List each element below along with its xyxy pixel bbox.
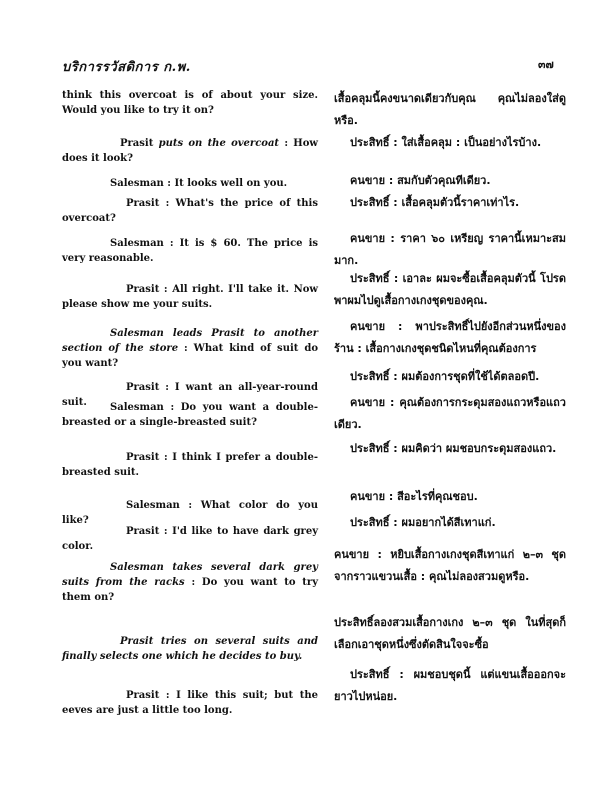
dialogue-text: : How does it look? xyxy=(62,138,318,164)
paragraph-th-14: ประสิทธิ์ลองสวมเสื้อกางเกง ๒–๓ ชุด ในที่สุดก็เลือกเอาชุดหนึ่งซึ่งตัดสินใจจะซื้อ xyxy=(334,616,566,651)
paragraph-en-1: think this overcoat is of about your size. Would you like to try it on? xyxy=(62,90,318,116)
paragraph-en-10: Prasit : I think I prefer a double-breasted suit. xyxy=(62,452,318,478)
paragraph-th-10: ประสิทธิ์ : ผมคิดว่า ผมชอบกระดุมสองแถว. xyxy=(350,442,557,455)
paragraph-en-15: Prasit : I like this suit; but the eeves are just a little too long. xyxy=(62,690,318,716)
paragraph-th-9: คนขาย : คุณต้องการกระดุมสองแถวหรือแถวเดียว. xyxy=(334,396,566,431)
paragraph-en-11: Salesman : What color do you like? xyxy=(62,500,318,526)
paragraph-th-1: เสื้อคลุมนี้คงขนาดเดียวกับคุณ คุณไม่ลองใส่ดูหรือ. xyxy=(334,92,566,127)
paragraph-en-14: Prasit tries on several suits and finally selects one which he decides to buy. xyxy=(62,636,318,662)
paragraph-en-6: Prasit : All right. I'll take it. Now please show me your suits. xyxy=(62,284,318,310)
paragraph-th-15: ประสิทธิ์ : ผมชอบชุดนี้ แต่แขนเสื้อออกจะยาวไปหน่อย. xyxy=(334,668,566,703)
paragraph-th-8: ประสิทธิ์ : ผมต้องการชุดที่ใช้ได้ตลอดปี. xyxy=(350,370,540,383)
paragraph-th-3: คนขาย : สมกับตัวคุณทีเดียว. xyxy=(350,174,491,187)
paragraph-en-2 xyxy=(62,136,318,166)
paragraph-en-9: Salesman : Do you want a double-breasted or a single-breasted suit? xyxy=(62,402,318,428)
stage-direction: puts on the overcoat xyxy=(158,138,280,149)
paragraph-th-6: ประสิทธิ์ : เอาละ ผมจะซื้อเสื้อคลุมตัวนี้ โปรดพาผมไปดูเสื้อกางเกงชุดของคุณ. xyxy=(334,272,566,307)
paragraph-en-13 xyxy=(62,560,318,605)
speaker-name: Prasit xyxy=(120,138,154,149)
dialogue-text: : What kind of suit do you want? xyxy=(62,343,318,369)
paragraph-en-12: Prasit : I'd like to have dark grey color. xyxy=(62,526,318,552)
paragraph-en-3: Salesman : It looks well on you. xyxy=(110,178,288,189)
page-number: ๓๗ xyxy=(538,58,554,71)
running-header-title: บริการรวัสดิการ ก.พ. xyxy=(62,60,191,75)
paragraph-th-12: ประสิทธิ์ : ผมอยากได้สีเทาแก่. xyxy=(350,516,496,529)
paragraph-en-4: Prasit : What's the price of this overcoat? xyxy=(62,198,318,224)
stage-direction: Salesman takes several dark grey suits from the racks xyxy=(62,562,318,588)
stage-direction: Salesman leads Prasit to another section of the store xyxy=(62,328,318,354)
dialogue-text: : Do you want to try them on? xyxy=(62,577,319,603)
paragraph-th-13: คนขาย : หยิบเสื้อกางเกงชุดสีเทาแก่ ๒–๓ ชุดจากราวแขวนเสื้อ : คุณไม่ลองสวมดูหรือ. xyxy=(334,548,566,583)
paragraph-th-7: คนขาย : พาประสิทธิ์ไปยังอีกส่วนหนึ่งของร้าน : เสื้อกางเกงชุดชนิดไหนที่คุณต้องการ xyxy=(334,320,566,355)
paragraph-th-2: ประสิทธิ์ : ใส่เสื้อคลุม : เป็นอย่างไรบ้าง. xyxy=(350,136,542,149)
paragraph-th-4: ประสิทธิ์ : เสื้อคลุมตัวนี้ราคาเท่าไร. xyxy=(350,196,520,209)
paragraph-th-11: คนขาย : สีอะไรที่คุณชอบ. xyxy=(350,490,478,503)
paragraph-en-8: Prasit : I want an all-year-round suit. xyxy=(62,382,318,408)
paragraph-en-5: Salesman : It is $ 60. The price is very reasonable. xyxy=(62,238,318,264)
paragraph-en-7 xyxy=(62,326,318,371)
paragraph-th-5: คนขาย : ราคา ๖๐ เหรียญ ราคานี้เหมาะสมมาก. xyxy=(334,232,566,267)
